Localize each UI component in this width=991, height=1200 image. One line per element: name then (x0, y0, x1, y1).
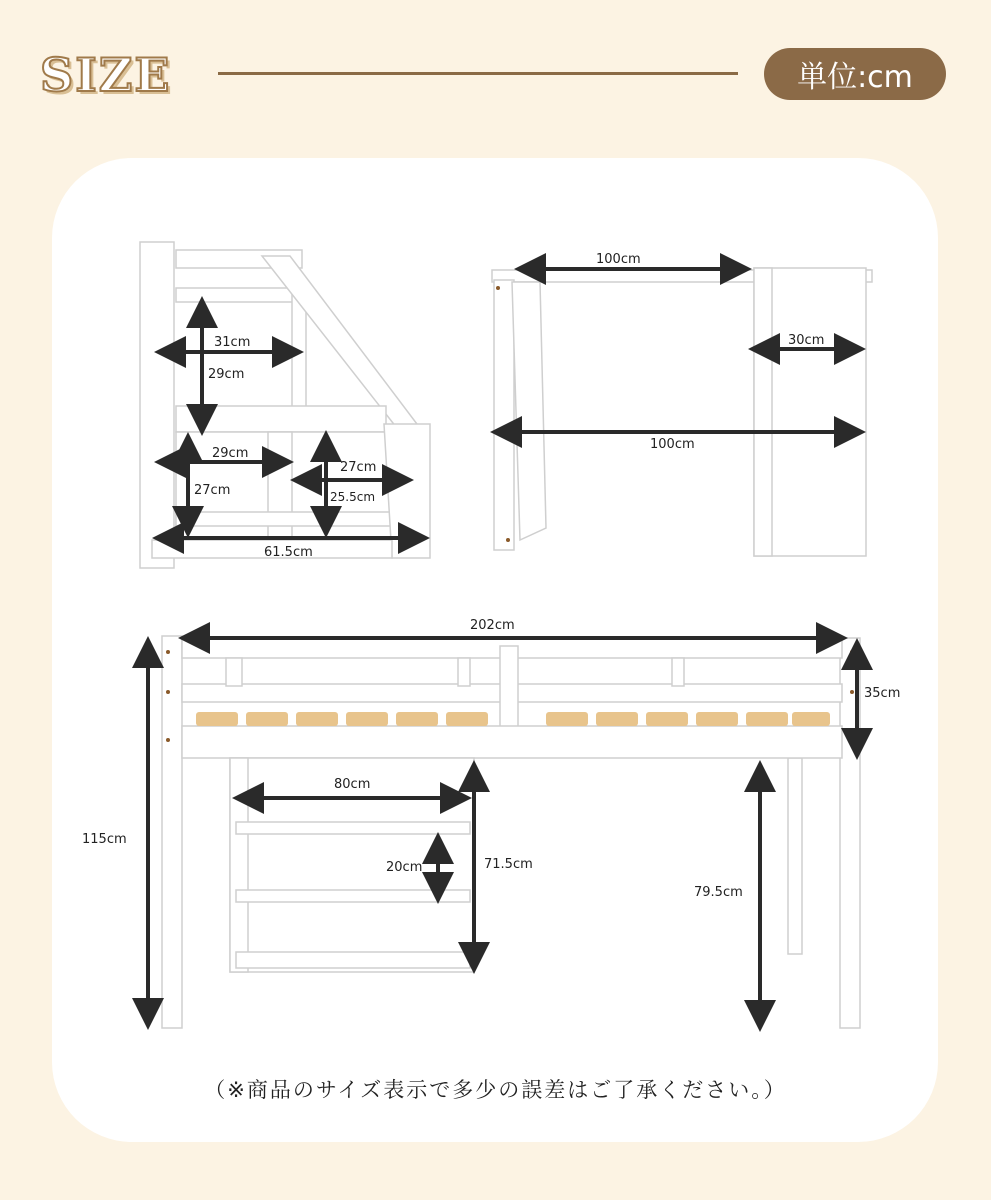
stair-total-width: 61.5cm (264, 545, 313, 560)
stair-width-2: 29cm (212, 446, 249, 461)
stair-height-2: 27cm (194, 483, 231, 498)
stair-unit-drawing (140, 242, 430, 568)
size-title: SIZE (40, 48, 172, 102)
desk-depth: 30cm (788, 333, 825, 348)
bed-rail-height: 35cm (864, 686, 901, 701)
stair-width-1: 31cm (214, 335, 251, 350)
under-bed-clearance: 79.5cm (694, 885, 743, 900)
bed-length: 202cm (470, 618, 515, 633)
loft-bed-drawing (162, 636, 860, 1028)
desk-drawing (492, 268, 872, 556)
shelf-width: 80cm (334, 777, 371, 792)
bed-total-height: 115cm (82, 832, 127, 847)
desk-total-width: 100cm (650, 437, 695, 452)
stair-height-3: 25.5cm (330, 490, 376, 504)
shelf-height: 71.5cm (484, 857, 533, 872)
unit-badge: 単位:cm (764, 48, 946, 100)
shelf-gap: 20cm (386, 860, 423, 875)
stair-height-1: 29cm (208, 367, 245, 382)
disclaimer-note: （※商品のサイズ表示で多少の誤差はご了承ください。） (204, 1078, 787, 1102)
stair-width-3: 27cm (340, 460, 377, 475)
desk-top-width: 100cm (596, 252, 641, 267)
